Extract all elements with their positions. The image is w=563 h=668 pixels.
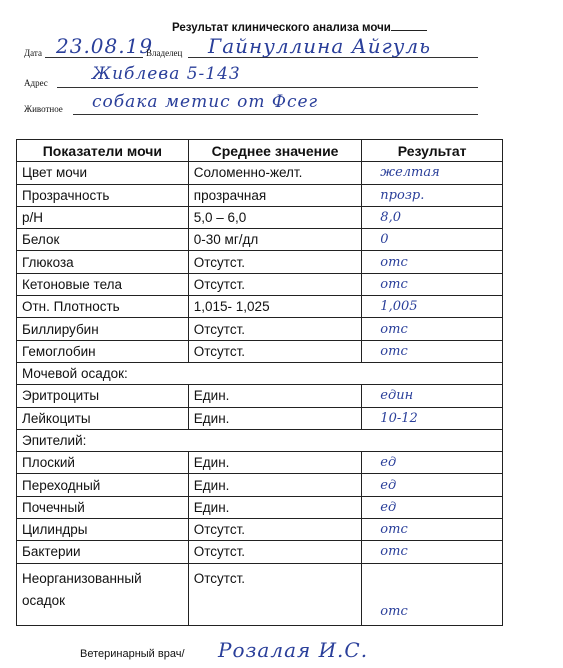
indicator-name-multiline xyxy=(17,563,189,625)
table-row xyxy=(17,318,503,340)
norm-value: Един. xyxy=(188,496,362,518)
table-row xyxy=(17,273,503,295)
result-value: 10-12 xyxy=(362,407,503,429)
result-value: отс xyxy=(362,318,503,340)
table-row xyxy=(17,162,503,184)
table-row xyxy=(17,251,503,273)
norm-value: Соломенно-желт. xyxy=(188,162,362,184)
section-heading: Мочевой осадок: xyxy=(17,362,503,384)
indicator-name: Цилиндры xyxy=(17,519,189,541)
result-value: отс xyxy=(362,340,503,362)
norm-value: Отсутст. xyxy=(188,251,362,273)
result-value: 1,005 xyxy=(362,296,503,318)
section-row xyxy=(17,429,503,451)
result-value: отс xyxy=(362,541,503,563)
indicator-name: Гемоглобин xyxy=(17,340,189,362)
result-value: ед xyxy=(362,452,503,474)
result-value: 0 xyxy=(362,229,503,251)
table-row xyxy=(17,296,503,318)
table-row xyxy=(17,229,503,251)
animal-value: собака метис от Фсег xyxy=(92,92,319,112)
indicator-name: Плоский xyxy=(17,452,189,474)
result-value: прозр. xyxy=(362,184,503,206)
indicator-name-line1: Неорганизованный xyxy=(22,570,142,586)
indicator-name: Бактерии xyxy=(17,541,189,563)
indicator-name: Глюкоза xyxy=(17,251,189,273)
indicator-name: Кетоновые тела xyxy=(17,273,189,295)
indicator-name: Отн. Плотность xyxy=(17,296,189,318)
owner-label: Владелец xyxy=(146,48,183,58)
table-header-row xyxy=(17,140,503,162)
indicator-name: Лейкоциты xyxy=(17,407,189,429)
owner-value: Гайнуллина Айгуль xyxy=(208,34,431,58)
animal-line xyxy=(73,114,478,115)
norm-value: 0-30 мг/дл xyxy=(188,229,362,251)
norm-value: Един. xyxy=(188,385,362,407)
norm-value: Отсутст. xyxy=(188,318,362,340)
indicator-name: Почечный xyxy=(17,496,189,518)
norm-value: Отсутст. xyxy=(188,340,362,362)
vet-signature: Розалая И.С. xyxy=(218,638,369,662)
table-row xyxy=(17,474,503,496)
result-value: отс xyxy=(362,563,503,625)
result-value: желтая xyxy=(362,162,503,184)
table-row xyxy=(17,385,503,407)
table-row xyxy=(17,184,503,206)
urine-analysis-table xyxy=(16,139,503,626)
result-value: отс xyxy=(362,251,503,273)
header-indicator: Показатели мочи xyxy=(17,140,189,162)
animal-label: Животное xyxy=(24,104,63,114)
norm-value: Отсутст. xyxy=(188,541,362,563)
norm-value: Отсутст. xyxy=(188,563,362,625)
address-label: Адрес xyxy=(24,78,48,88)
norm-value: Отсутст. xyxy=(188,273,362,295)
table-row xyxy=(17,541,503,563)
section-row xyxy=(17,362,503,384)
indicator-name: Цвет мочи xyxy=(17,162,189,184)
norm-value: Един. xyxy=(188,452,362,474)
section-heading: Эпителий: xyxy=(17,429,503,451)
indicator-name-line2: осадок xyxy=(22,592,66,608)
table-row xyxy=(17,563,503,625)
norm-value: прозрачная xyxy=(188,184,362,206)
table-row xyxy=(17,496,503,518)
indicator-name: р/Н xyxy=(17,206,189,228)
result-value: 8,0 xyxy=(362,206,503,228)
date-label: Дата xyxy=(24,48,42,58)
vet-label: Ветеринарный врач/ xyxy=(80,648,185,660)
result-value: един xyxy=(362,385,503,407)
indicator-name: Биллирубин xyxy=(17,318,189,340)
norm-value: Един. xyxy=(188,407,362,429)
norm-value: 1,015- 1,025 xyxy=(188,296,362,318)
address-line xyxy=(57,87,478,88)
table-row xyxy=(17,452,503,474)
header-result: Результат xyxy=(362,140,503,162)
table-row xyxy=(17,206,503,228)
table-row xyxy=(17,340,503,362)
table-row xyxy=(17,407,503,429)
indicator-name: Эритроциты xyxy=(17,385,189,407)
document-title: Результат клинического анализа мочи xyxy=(172,20,427,34)
norm-value: Отсутст. xyxy=(188,519,362,541)
indicator-name: Белок xyxy=(17,229,189,251)
norm-value: Един. xyxy=(188,474,362,496)
indicator-name: Прозрачность xyxy=(17,184,189,206)
address-value: Жиблева 5-143 xyxy=(92,64,241,84)
header-norm: Среднее значение xyxy=(188,140,362,162)
result-value: ед xyxy=(362,496,503,518)
date-value: 23.08.19 xyxy=(56,34,154,58)
indicator-name: Переходный xyxy=(17,474,189,496)
norm-value: 5,0 – 6,0 xyxy=(188,206,362,228)
result-value: отс xyxy=(362,273,503,295)
result-value: ед xyxy=(362,474,503,496)
result-value: отс xyxy=(362,519,503,541)
table-row xyxy=(17,519,503,541)
